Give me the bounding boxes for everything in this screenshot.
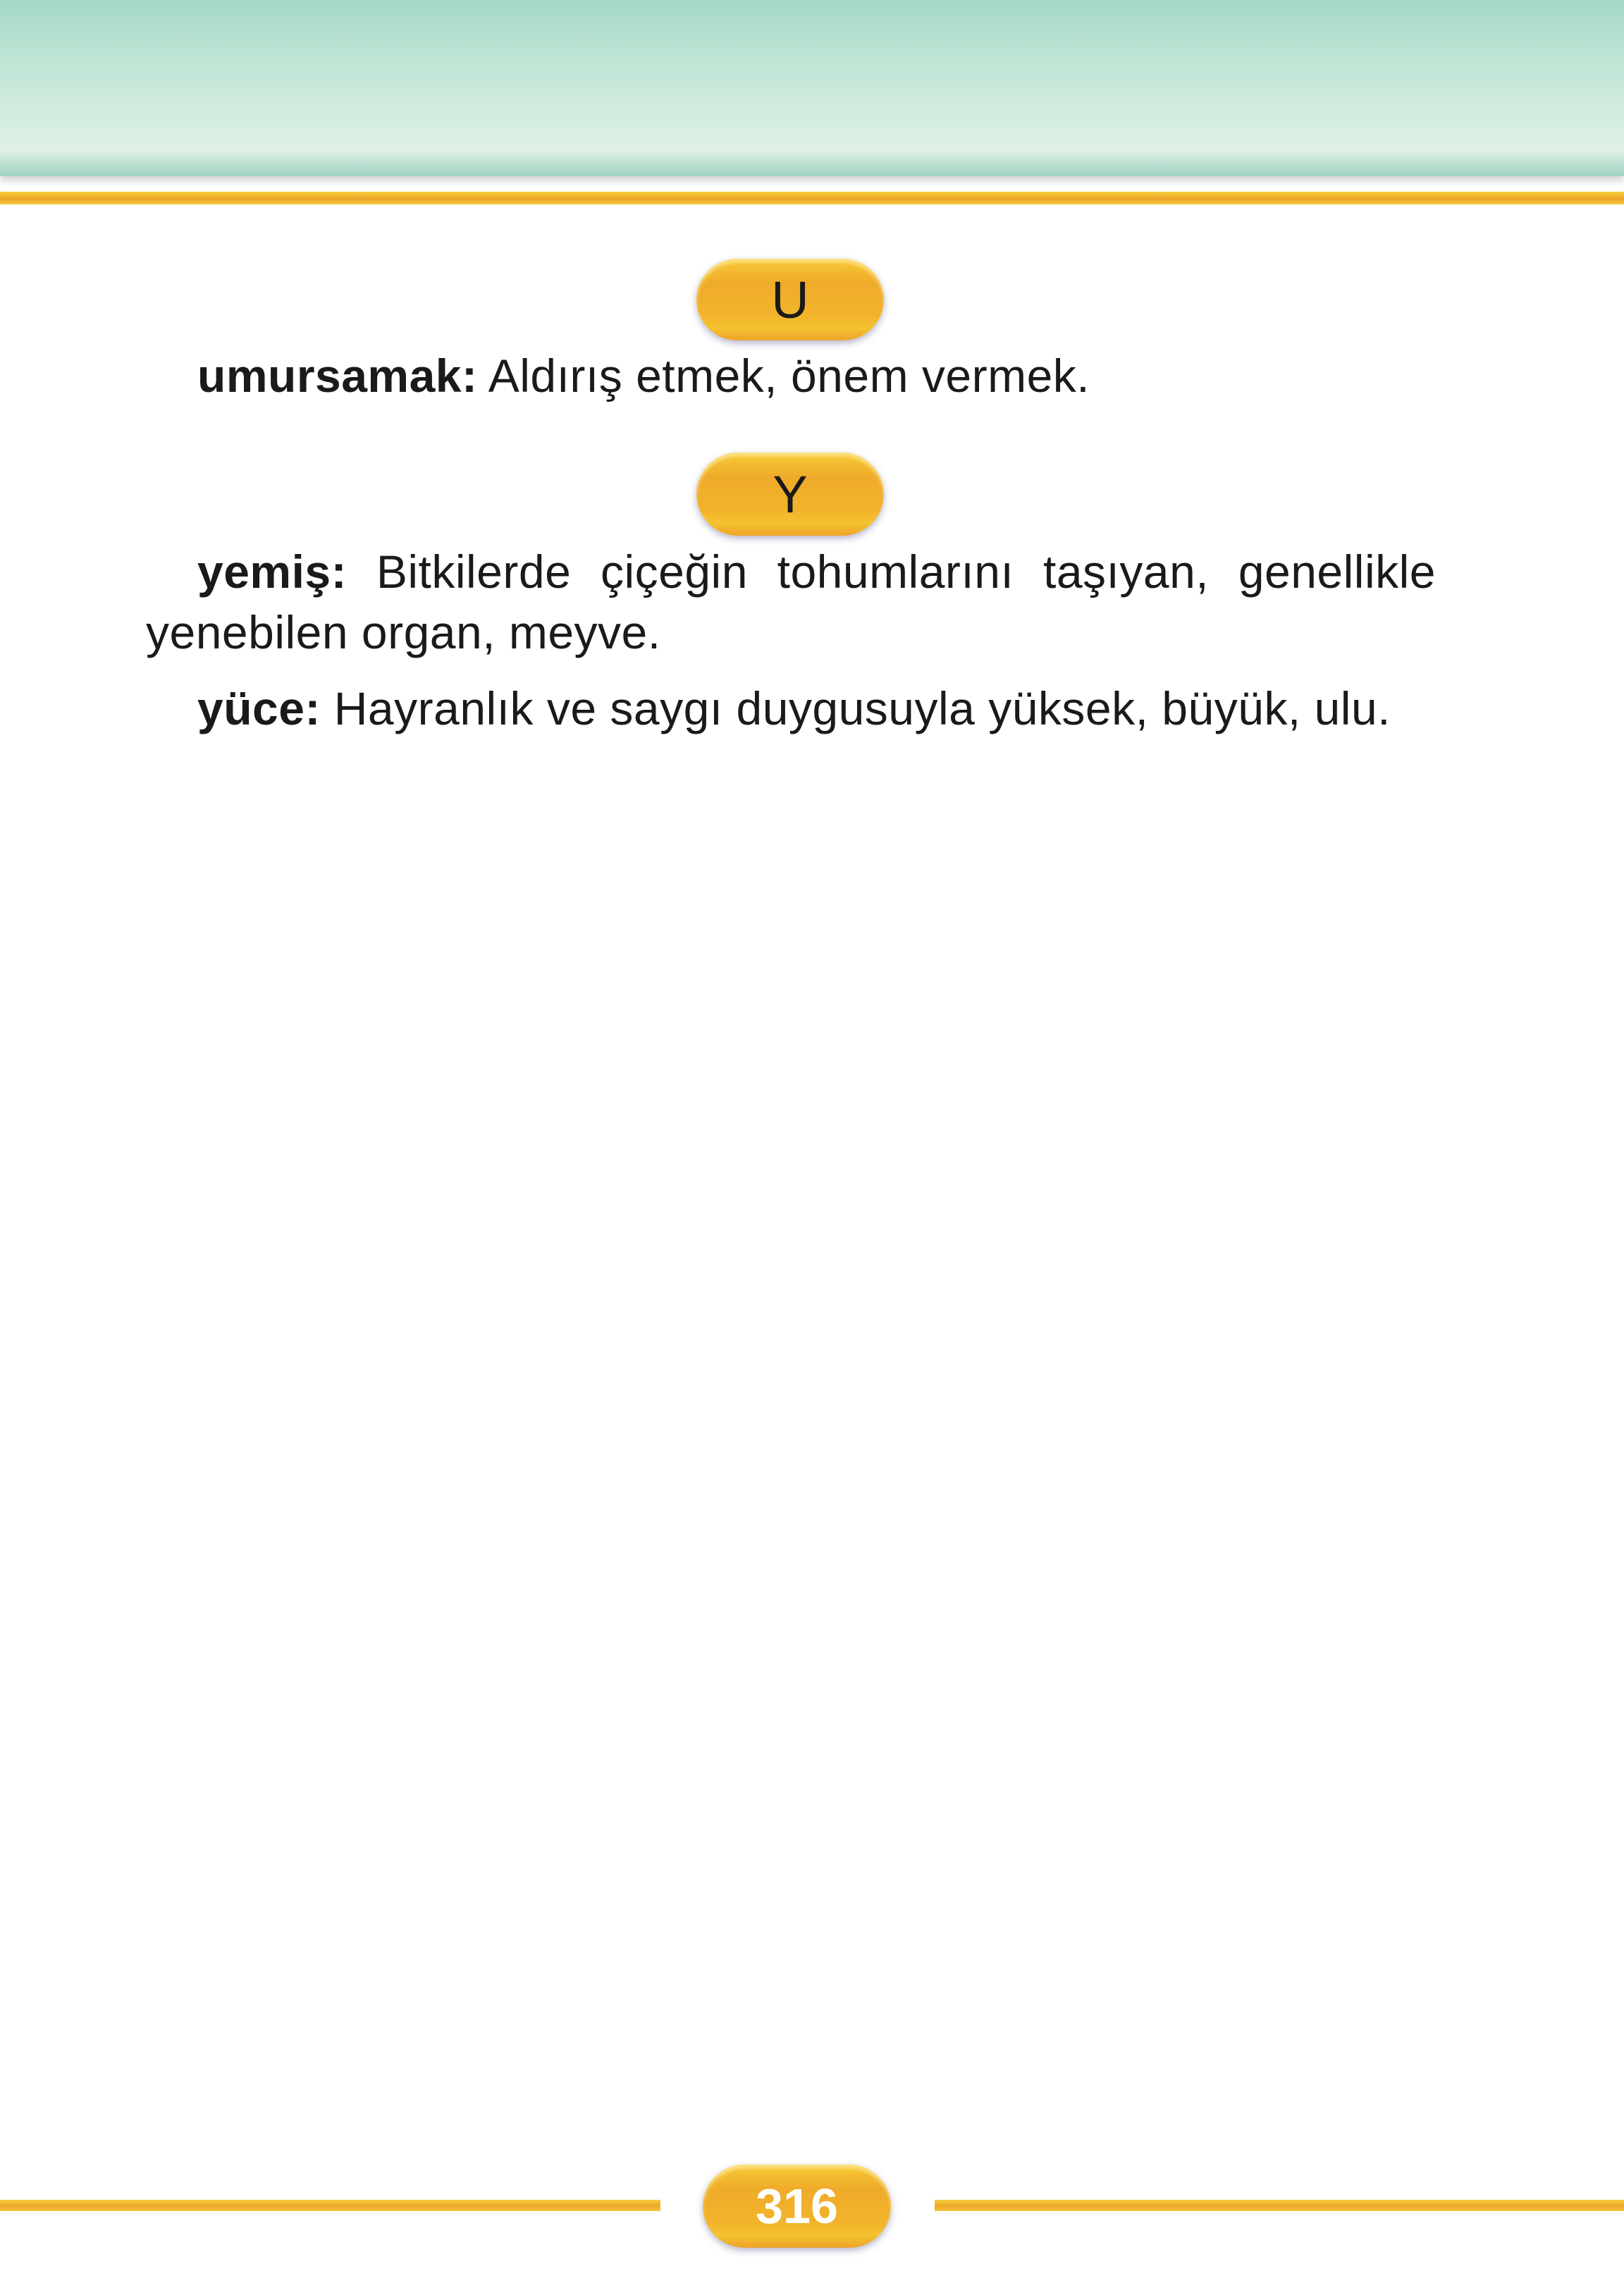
glossary-entry-umursamak (146, 345, 1436, 406)
entry-definition: Aldırış etmek, önem vermek. (477, 350, 1090, 402)
glossary-entry-yemis (146, 541, 1436, 663)
header-band (0, 0, 1624, 176)
section-letter-badge-u (696, 259, 884, 340)
section-letter: U (771, 270, 809, 329)
section-letter: Y (773, 464, 808, 524)
entry-term: yüce: (197, 682, 321, 734)
page-number: 316 (756, 2179, 838, 2234)
entry-term: yemiş: (197, 546, 347, 598)
entry-definition: Hayranlık ve saygı duygusuyla yüksek, büyük, ulu. (320, 682, 1391, 734)
header-divider (0, 192, 1624, 204)
section-letter-badge-y (696, 453, 884, 536)
glossary-entry-yuce (146, 678, 1436, 739)
entry-definition: Bitkilerde çiçeğin tohumlarını taşıyan, genellikle yenebilen organ, meyve. (146, 546, 1436, 658)
entry-term: umursamak: (197, 350, 478, 402)
footer-line-left (0, 2200, 660, 2211)
page-number-badge (703, 2165, 891, 2248)
footer-line-right (935, 2200, 1624, 2211)
